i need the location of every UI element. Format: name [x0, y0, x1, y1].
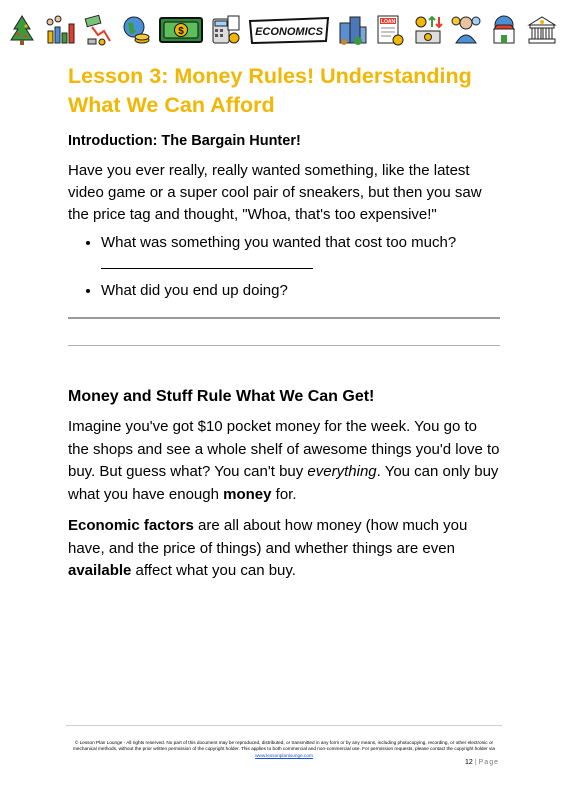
bold-text: available	[68, 562, 132, 579]
intro-heading: Introduction: The Bargain Hunter!	[68, 133, 301, 149]
bold-text: Economic factors	[68, 517, 194, 534]
christmas-tree-icon	[6, 13, 38, 47]
intro-paragraph: Have you ever really, really wanted something, like the latest video game or a super cool pair of sneakers, but then you saw the price tag and thought, "Whoa, that's too expensive!"	[68, 162, 482, 223]
page-label: Page	[478, 759, 499, 766]
bar-chart-people-icon	[44, 13, 76, 47]
calculator-coin-icon	[210, 13, 242, 47]
question-text: What did you end up doing?	[101, 282, 288, 299]
economics-banner-icon	[248, 13, 330, 47]
world-shop-icon	[488, 13, 520, 47]
section-paragraph	[68, 515, 500, 583]
globe-coins-icon	[120, 13, 152, 47]
money-rules-section	[68, 386, 500, 583]
page-number	[465, 759, 499, 766]
falling-money-icon	[82, 13, 114, 47]
paragraph-text: . You can only buy what you have enough	[68, 463, 499, 503]
website-link[interactable]: www.lessonplanlounge.com	[255, 753, 313, 758]
loan-document-icon	[374, 13, 406, 47]
section-paragraph	[68, 416, 500, 506]
answer-divider	[68, 317, 500, 319]
lesson-title: Lesson 3: Money Rules! Understanding What We Can Afford	[68, 64, 472, 117]
question-list	[68, 232, 500, 302]
question-text: What was something you wanted that cost too much?	[101, 234, 457, 251]
copyright-notice: © Lesson Plan Lounge - All rights reserved. No part of this document may be reproduced, distributed, or transmitted in any form or by any means, including photocopying, recording, or other electronic or mechanical methods, without the prior written permission of the copyright holder. This applies to both commercial and non-commercial use. For permission requests, please contact the copyright holder via	[73, 740, 495, 751]
section-heading: Money and Stuff Rule What We Can Get!	[68, 388, 375, 405]
page-number-value: 12	[465, 759, 473, 766]
paragraph-text: Imagine you've got $10 pocket money for the week. You go to the shops and see a whole shelf of awesome things you'd love to buy. But guess what? You can't buy	[68, 418, 500, 480]
svg-text:$: $	[178, 26, 184, 37]
business-people-icon	[450, 13, 482, 47]
footer-divider	[66, 725, 502, 726]
list-item	[101, 232, 500, 269]
header-icon-strip	[6, 10, 558, 50]
dollar-bill-icon	[158, 13, 204, 47]
paragraph-text: affect what you can buy.	[131, 562, 296, 579]
coins-arrows-icon	[412, 13, 444, 47]
economics-banner-text: ECONOMICS	[255, 26, 323, 38]
bank-building-icon	[526, 13, 558, 47]
list-item	[101, 280, 500, 302]
city-buildings-icon	[336, 13, 368, 47]
loan-label: LOAN	[380, 19, 396, 25]
bold-text: money	[223, 485, 272, 503]
answer-line[interactable]	[101, 254, 313, 269]
emphasis-text: everything	[307, 463, 377, 480]
page-separator: |	[474, 759, 477, 766]
paragraph-text: are all about how money (how much you have, and the price of things) and whether things are even	[68, 517, 468, 557]
answer-divider	[68, 345, 500, 346]
lesson-intro-section	[68, 62, 500, 313]
paragraph-text: for.	[271, 485, 297, 503]
